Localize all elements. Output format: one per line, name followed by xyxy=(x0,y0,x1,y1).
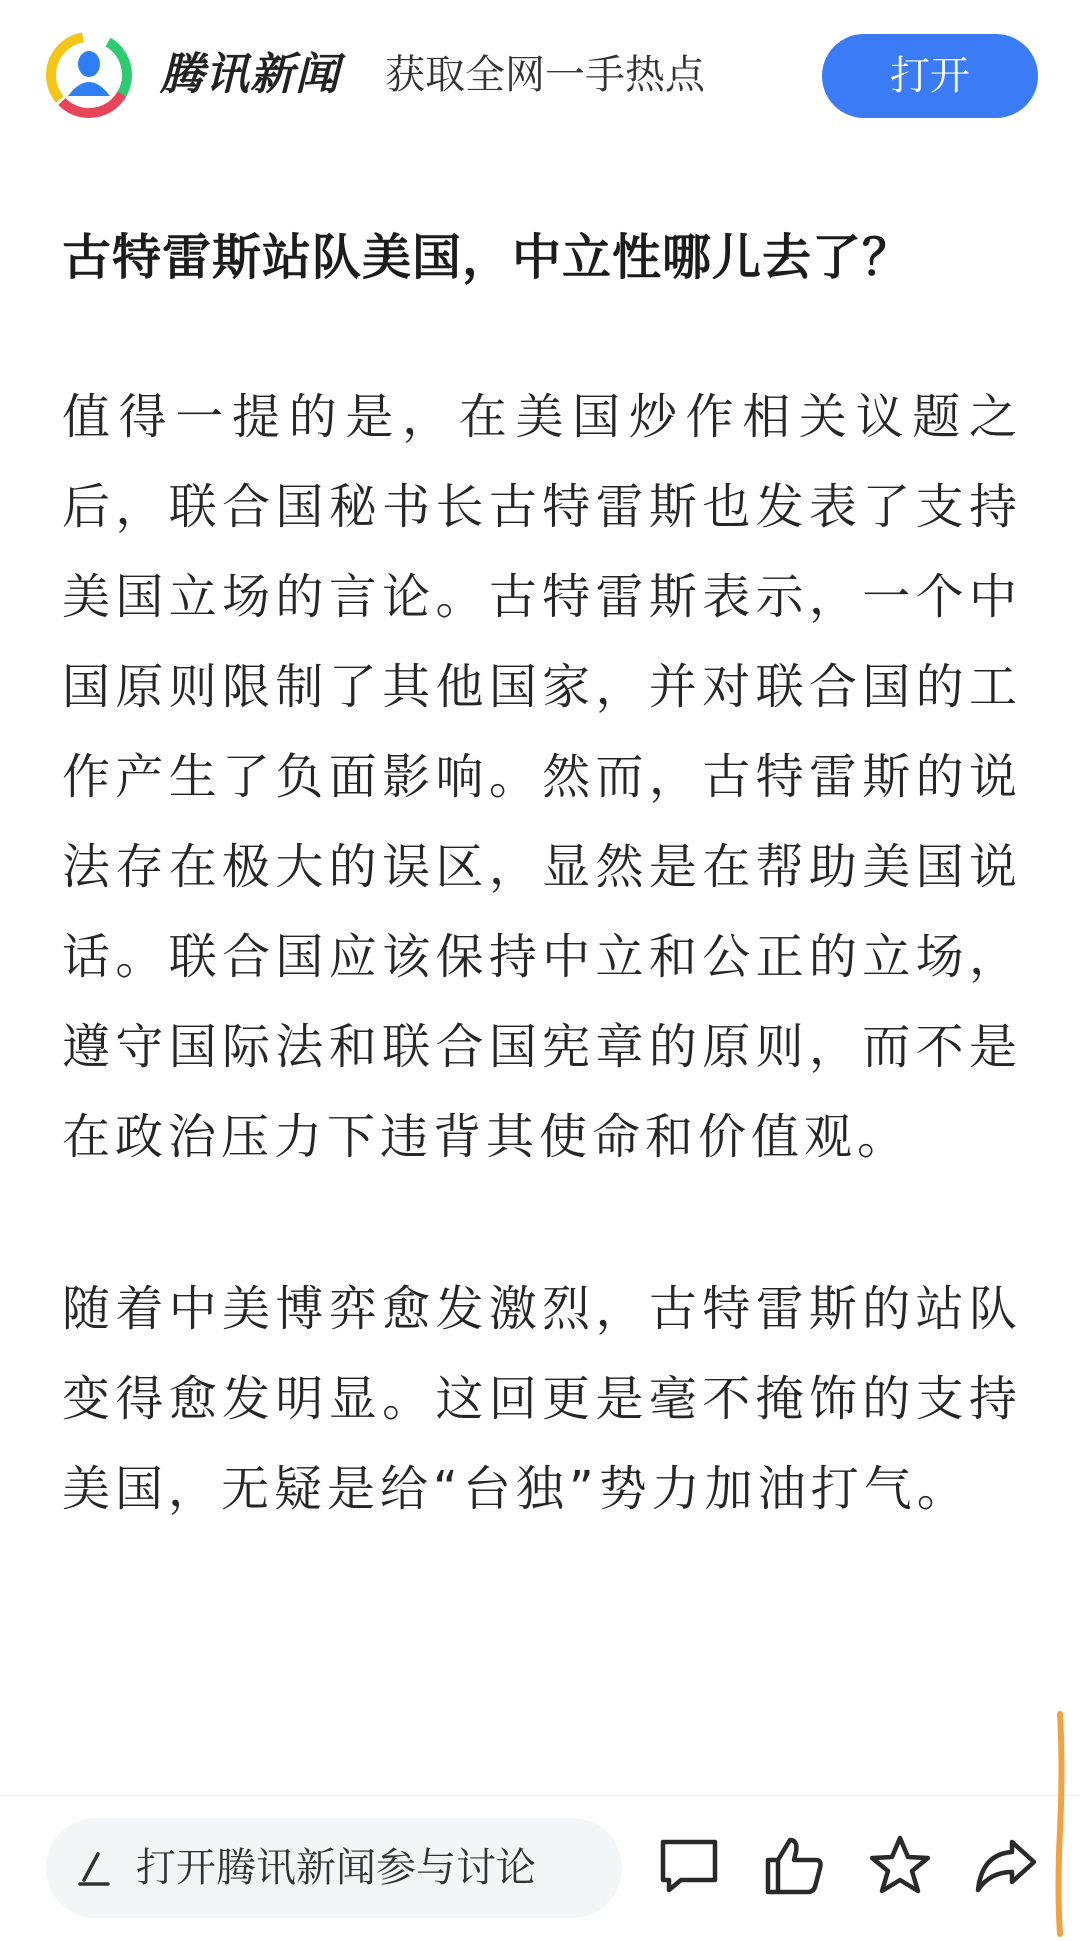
open-app-button[interactable]: 打开 xyxy=(822,34,1038,118)
article-section-heading: 古特雷斯站队美国，中立性哪儿去了？ xyxy=(62,229,913,286)
comment-icon[interactable] xyxy=(655,1832,723,1900)
article-paragraph: 值得一提的是，在美国炒作相关议题之后，联合国秘书长古特雷斯也发表了支持美国立场的言论。古特雷斯表示，一个中国原则限制了其他国家，并对联合国的工作产生了负面影响。然而，古特雷斯的说法存在极大的误区，显然是在帮助美国说话。联合国应该保持中立和公正的立场，遵守国际法和联合国宪章的原则，而不是在政治压力下违背其使命和价值观。 xyxy=(62,389,1022,1165)
pen-icon xyxy=(74,1848,114,1888)
like-icon[interactable] xyxy=(760,1832,828,1900)
brand-name: 腾讯新闻 xyxy=(160,49,340,100)
article-body xyxy=(62,222,1022,1616)
comment-placeholder: 打开腾讯新闻参与讨论 xyxy=(136,1845,536,1891)
star-icon[interactable] xyxy=(866,1832,934,1900)
bottom-action-bar xyxy=(0,1795,1080,1941)
app-header xyxy=(0,0,1080,150)
comment-input[interactable] xyxy=(46,1818,622,1918)
tencent-news-logo-icon xyxy=(44,30,134,120)
article-paragraph: 随着中美博弈愈发激烈，古特雷斯的站队变得愈发明显。这回更是毫不掩饰的支持美国，无疑是给“台独”势力加油打气。 xyxy=(62,1281,1022,1517)
scroll-indicator xyxy=(1054,1710,1066,1938)
content-fade xyxy=(0,1765,1080,1797)
header-slogan: 获取全网一手热点 xyxy=(385,52,705,98)
share-icon[interactable] xyxy=(972,1832,1040,1900)
